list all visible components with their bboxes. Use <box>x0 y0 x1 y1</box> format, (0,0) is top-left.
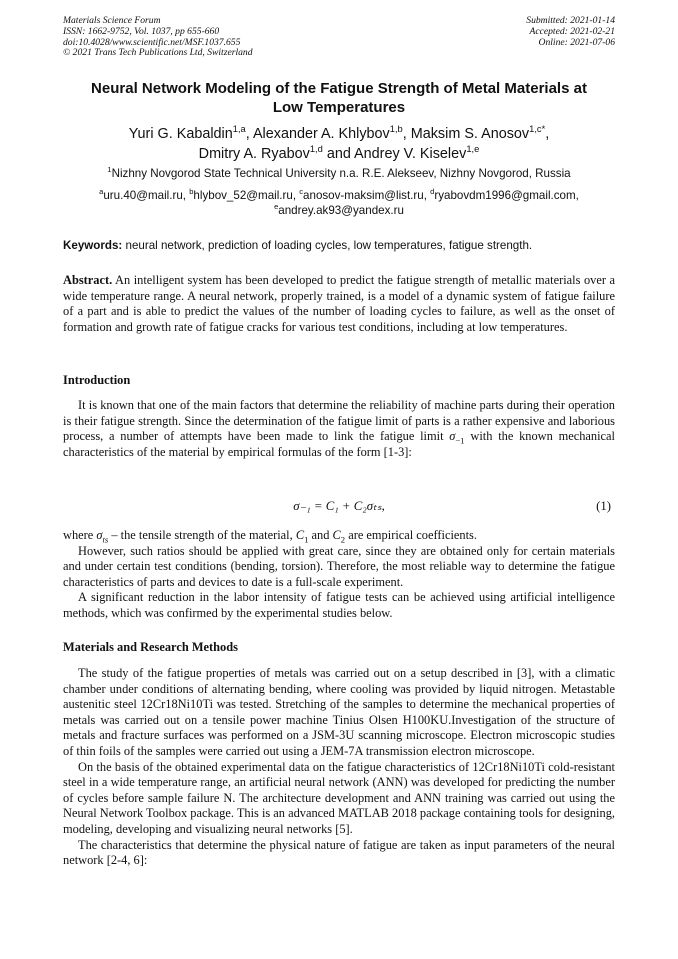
author-affil-sup: 1,b <box>389 124 403 135</box>
email-sup: d <box>430 187 435 197</box>
affiliation <box>63 166 615 181</box>
author-name: Andrey V. Kiselev <box>354 146 467 162</box>
author-name: Alexander A. Khlybov <box>252 126 390 142</box>
author-affil-sup: 1,a <box>232 124 246 135</box>
coefficient-symbol: C <box>332 528 341 542</box>
author-sep: , <box>402 126 411 142</box>
paragraph: On the basis of the obtained experimental data on the fatigue characteristics of 12Cr18Ni10Ti cold-resistant steel in a wide temperature range, an artificial neural network (ANN) was developed for predicting the number of cycles before sample failure N. The architecture development and ANN training was carried out using the Neural Network Toolbox package. This is an advanced MATLAB 2018 package containing tools for designing, modeling, developing and visualizing neural networks [5]. <box>63 759 615 836</box>
email-link[interactable]: hlybov_52@mail.ru, <box>193 189 300 202</box>
journal-copyright: © 2021 Trans Tech Publications Ltd, Switzerland <box>63 47 253 59</box>
sigma-subscript: −1 <box>455 435 465 446</box>
introduction-paragraph-1 <box>63 398 615 460</box>
authors-line-1 <box>63 124 615 144</box>
journal-issn: ISSN: 1662-9752, Vol. 1037, pp 655-660 <box>63 25 220 37</box>
paragraph-text: and <box>308 528 333 542</box>
abstract-label: Abstract. <box>63 273 113 287</box>
introduction-heading: Introduction <box>63 373 131 387</box>
equation-number: (1) <box>596 499 611 513</box>
title-line-1: Neural Network Modeling of the Fatigue Strength of Metal Materials at <box>91 80 587 97</box>
email-sup: b <box>189 187 194 197</box>
authors-line-2 <box>63 144 615 164</box>
paragraph: However, such ratios should be applied with great care, since they are obtained only for certain materials and under certain test conditions (bending, torsion). Therefore, the most reliable way to determine the fatigue characteristics of parts and devices to date is a full-scale experiment. <box>63 543 615 589</box>
email-sup: e <box>274 201 279 211</box>
submitted-date: Submitted: 2021-01-14 <box>526 15 615 26</box>
paragraph <box>63 398 615 460</box>
author-list <box>63 124 615 164</box>
paragraph: The study of the fatigue properties of metals was carried out on a setup described in [3], with a climatic chamber under conditions of alternating bending, where cooling was provided by liquid nitrogen. Metastable austenitic steel 12Cr18Ni10Ti was tested. Stretching of the samples to determine the mechanical properties of metals was carried out on a tensile power machine Tinius Olsen H100KU.Investigation of the structure of metals and fracture surfaces was performed on a JSM-3U scanning microscope. Electron microscopic studies of thin foils of the samples were carried out using a JEM-7A transmission electron microscope. <box>63 666 615 758</box>
email-list <box>63 189 615 218</box>
author-sep: , <box>545 126 550 142</box>
keywords-label: Keywords: <box>63 239 123 252</box>
abstract-paragraph <box>63 273 615 335</box>
sigma-subscript: ts <box>102 534 109 545</box>
affiliation-text: Nizhny Novgorod State Technical University n.a. R.E. Alekseev, Nizhny Novgorod, Russia <box>111 167 571 180</box>
author-affil-sup: 1,c* <box>529 124 546 135</box>
author-sep: , <box>245 126 253 142</box>
abstract <box>63 273 615 335</box>
title-line-2: Low Temperatures <box>272 99 406 116</box>
equation-1 <box>63 499 615 517</box>
sigma-symbol: σ <box>449 429 456 444</box>
author-and: and <box>322 146 355 162</box>
email-sup: c <box>299 187 304 197</box>
author-name: Yuri G. Kabaldin <box>128 126 233 142</box>
emails-line-2 <box>63 201 615 219</box>
email-link[interactable]: ryabovdm1996@gmail.com, <box>434 189 579 202</box>
author-affil-sup: 1,d <box>309 144 323 155</box>
author-affil-sup: 1,e <box>466 144 480 155</box>
email-sup: a <box>99 187 104 197</box>
paper-title <box>63 79 615 117</box>
coefficient-subscript: 2 <box>340 534 346 545</box>
email-link[interactable]: uru.40@mail.ru, <box>103 189 190 202</box>
paragraph <box>63 528 615 544</box>
keywords-text: neural network, prediction of loading cycles, low temperatures, fatigue strength. <box>122 239 533 252</box>
methods-heading: Materials and Research Methods <box>63 640 238 654</box>
paragraph-text: It is known that one of the main factors that determine the reliability of machine parts during their operation is their fatigue strength. Since the determination of the fatigue limit of parts is a rather expensive and laborious process, a number of attempts have been made to link the fatigue limit <box>63 398 615 444</box>
journal-header <box>63 16 253 59</box>
sigma-symbol: σ <box>96 528 103 542</box>
abstract-text: An intelligent system has been developed to predict the fatigue strength of metallic materials over a wide temperature range. A neural network, properly trained, is a model of a dynamic system of fatigue failure of a part and is able to predict the values of the number of loading cycles to failure, as well as the onset of formation and growth rate of fatigue cracks for various test conditions, including at low temperatures. <box>63 273 615 334</box>
dates-header <box>526 16 615 48</box>
paragraph-text: – the tensile strength of the material, <box>108 528 296 542</box>
email-link[interactable]: andrey.ak93@yandex.ru <box>278 203 404 217</box>
paragraph-text: where <box>63 528 97 542</box>
coefficient-symbol: C <box>295 528 305 542</box>
author-name: Maksim S. Anosov <box>410 126 530 142</box>
emails-line-1 <box>63 189 615 204</box>
author-name: Dmitry A. Ryabov <box>198 146 310 162</box>
accepted-date: Accepted: 2021-02-21 <box>529 25 615 37</box>
paragraph: The characteristics that determine the physical nature of fatigue are taken as input parameters of the neural network [2-4, 6]: <box>63 837 615 868</box>
journal-name: Materials Science Forum <box>63 15 161 26</box>
methods-body <box>63 666 615 869</box>
equation-formula: σ₋₁ = C₁ + C₂σₜₛ, <box>293 499 385 513</box>
journal-doi[interactable]: doi:10.4028/www.scientific.net/MSF.1037.655 <box>63 36 241 48</box>
paragraph-text: with the known mechanical characteristics of the material by empirical formulas of the form [1-3]: <box>63 429 615 459</box>
paragraph-text: are empirical coefficients. <box>345 528 477 542</box>
coefficient-subscript: 1 <box>304 534 309 545</box>
introduction-continued <box>63 528 615 622</box>
email-link[interactable]: anosov-maksim@list.ru, <box>303 189 431 202</box>
paragraph: A significant reduction in the labor intensity of fatigue tests can be achieved using artificial intelligence methods, which was confirmed by the experimental studies below. <box>63 590 615 620</box>
keywords <box>63 238 615 253</box>
online-date: Online: 2021-07-06 <box>538 36 615 48</box>
affiliation-sup: 1 <box>107 165 112 175</box>
